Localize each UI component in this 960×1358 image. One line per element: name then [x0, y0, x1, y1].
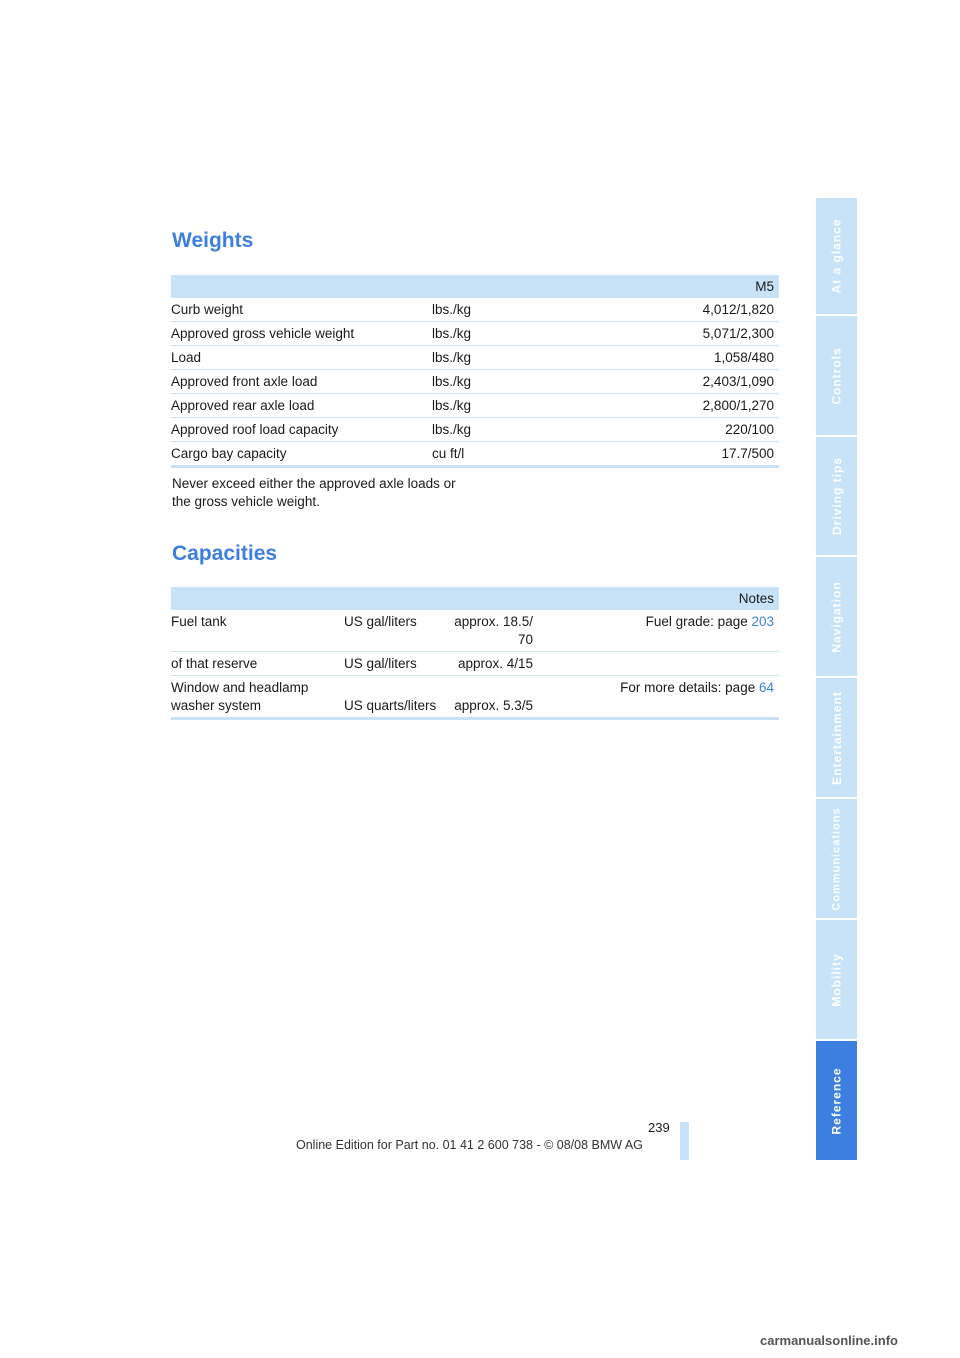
sidebar-tab-label: Mobility — [829, 952, 844, 1007]
sidebar-tab-at-a-glance[interactable] — [816, 198, 857, 314]
row-value: 1,058/480 — [713, 350, 774, 365]
table-row — [171, 322, 779, 346]
row-unit: lbs./kg — [432, 374, 472, 389]
sidebar-tab-label: Communications — [830, 806, 843, 911]
edition-footer: Online Edition for Part no. 01 41 2 600 738 - © 08/08 BMW AG — [296, 1138, 643, 1152]
page-link[interactable]: 203 — [751, 614, 774, 629]
row-unit: cu ft/l — [432, 446, 465, 461]
capacities-table — [171, 587, 779, 720]
sidebar-tab-controls[interactable] — [816, 316, 857, 435]
sidebar-tab-label: Entertainment — [829, 690, 844, 785]
table-row — [171, 652, 779, 676]
row-value: 5,071/2,300 — [702, 326, 774, 341]
row-value: 220/100 — [725, 422, 774, 437]
row-amount: approx. 4/15 — [457, 656, 533, 671]
weights-table-header — [171, 275, 779, 298]
row-label — [171, 679, 308, 715]
row-unit: US quarts/liters — [344, 698, 437, 713]
table-row — [171, 418, 779, 442]
sidebar-tab-label: Controls — [829, 346, 844, 405]
row-note — [620, 679, 774, 697]
table-bottom-rule — [171, 717, 779, 720]
sidebar-tab-navigation[interactable] — [816, 557, 857, 676]
weights-note-line-2: the gross vehicle weight. — [172, 494, 320, 509]
page-link[interactable]: 64 — [758, 680, 774, 695]
model-column-header: M5 — [755, 279, 774, 294]
row-value: 17.7/500 — [721, 446, 774, 461]
row-value: 4,012/1,820 — [702, 302, 774, 317]
table-row — [171, 370, 779, 394]
chapter-sidebar — [816, 198, 857, 1160]
row-amount — [454, 613, 533, 649]
table-row — [171, 394, 779, 418]
row-value: 2,800/1,270 — [702, 398, 774, 413]
row-unit: lbs./kg — [432, 422, 472, 437]
sidebar-tab-label: At a glance — [829, 218, 844, 294]
row-label: Cargo bay capacity — [171, 446, 287, 461]
row-unit: US gal/liters — [344, 614, 417, 629]
row-label-line-2: washer system — [171, 698, 262, 713]
weights-table — [171, 275, 779, 468]
sidebar-tab-reference[interactable] — [816, 1041, 857, 1160]
row-value: 2,403/1,090 — [702, 374, 774, 389]
page-number: 239 — [648, 1120, 670, 1135]
row-label: Approved rear axle load — [171, 398, 315, 413]
table-bottom-rule — [171, 465, 779, 468]
row-amount-line-2: 70 — [517, 632, 533, 647]
row-unit: lbs./kg — [432, 350, 472, 365]
row-label: Approved roof load capacity — [171, 422, 339, 437]
row-label: Load — [171, 350, 202, 365]
row-label: Approved front axle load — [171, 374, 318, 389]
sidebar-tab-label: Navigation — [829, 580, 844, 653]
row-amount-line-1: approx. 18.5/ — [454, 614, 533, 629]
row-note-text: Fuel grade: page — [645, 614, 752, 629]
row-label: of that reserve — [171, 656, 258, 671]
row-unit: US gal/liters — [344, 656, 417, 671]
row-unit: lbs./kg — [432, 398, 472, 413]
row-label: Approved gross vehicle weight — [171, 326, 355, 341]
sidebar-tab-label: Driving tips — [829, 456, 844, 536]
weights-title: Weights — [172, 229, 254, 252]
row-unit: lbs./kg — [432, 302, 472, 317]
sidebar-tab-entertainment[interactable] — [816, 678, 857, 797]
sidebar-tab-communications[interactable] — [816, 799, 857, 918]
row-amount: approx. 5.3/5 — [454, 698, 533, 713]
table-row — [171, 442, 779, 465]
table-row — [171, 346, 779, 370]
weights-note — [172, 475, 482, 511]
capacities-table-header — [171, 587, 779, 610]
sidebar-tab-driving-tips[interactable] — [816, 437, 857, 555]
row-label: Fuel tank — [171, 614, 227, 629]
notes-column-header: Notes — [738, 591, 774, 606]
table-row — [171, 610, 779, 652]
weights-note-line-1: Never exceed either the approved axle loads or — [172, 476, 456, 491]
row-note — [646, 613, 774, 631]
capacities-title: Capacities — [172, 542, 278, 565]
row-note-text: For more details: page — [620, 680, 759, 695]
table-row — [171, 298, 779, 322]
page-number-bar — [680, 1122, 689, 1160]
table-row — [171, 676, 779, 717]
sidebar-tab-label: Reference — [829, 1066, 844, 1135]
row-label-line-1: Window and headlamp — [171, 680, 309, 695]
watermark: carmanualsonline.info — [760, 1333, 898, 1348]
sidebar-tab-mobility[interactable] — [816, 920, 857, 1039]
row-label: Curb weight — [171, 302, 244, 317]
row-unit: lbs./kg — [432, 326, 472, 341]
